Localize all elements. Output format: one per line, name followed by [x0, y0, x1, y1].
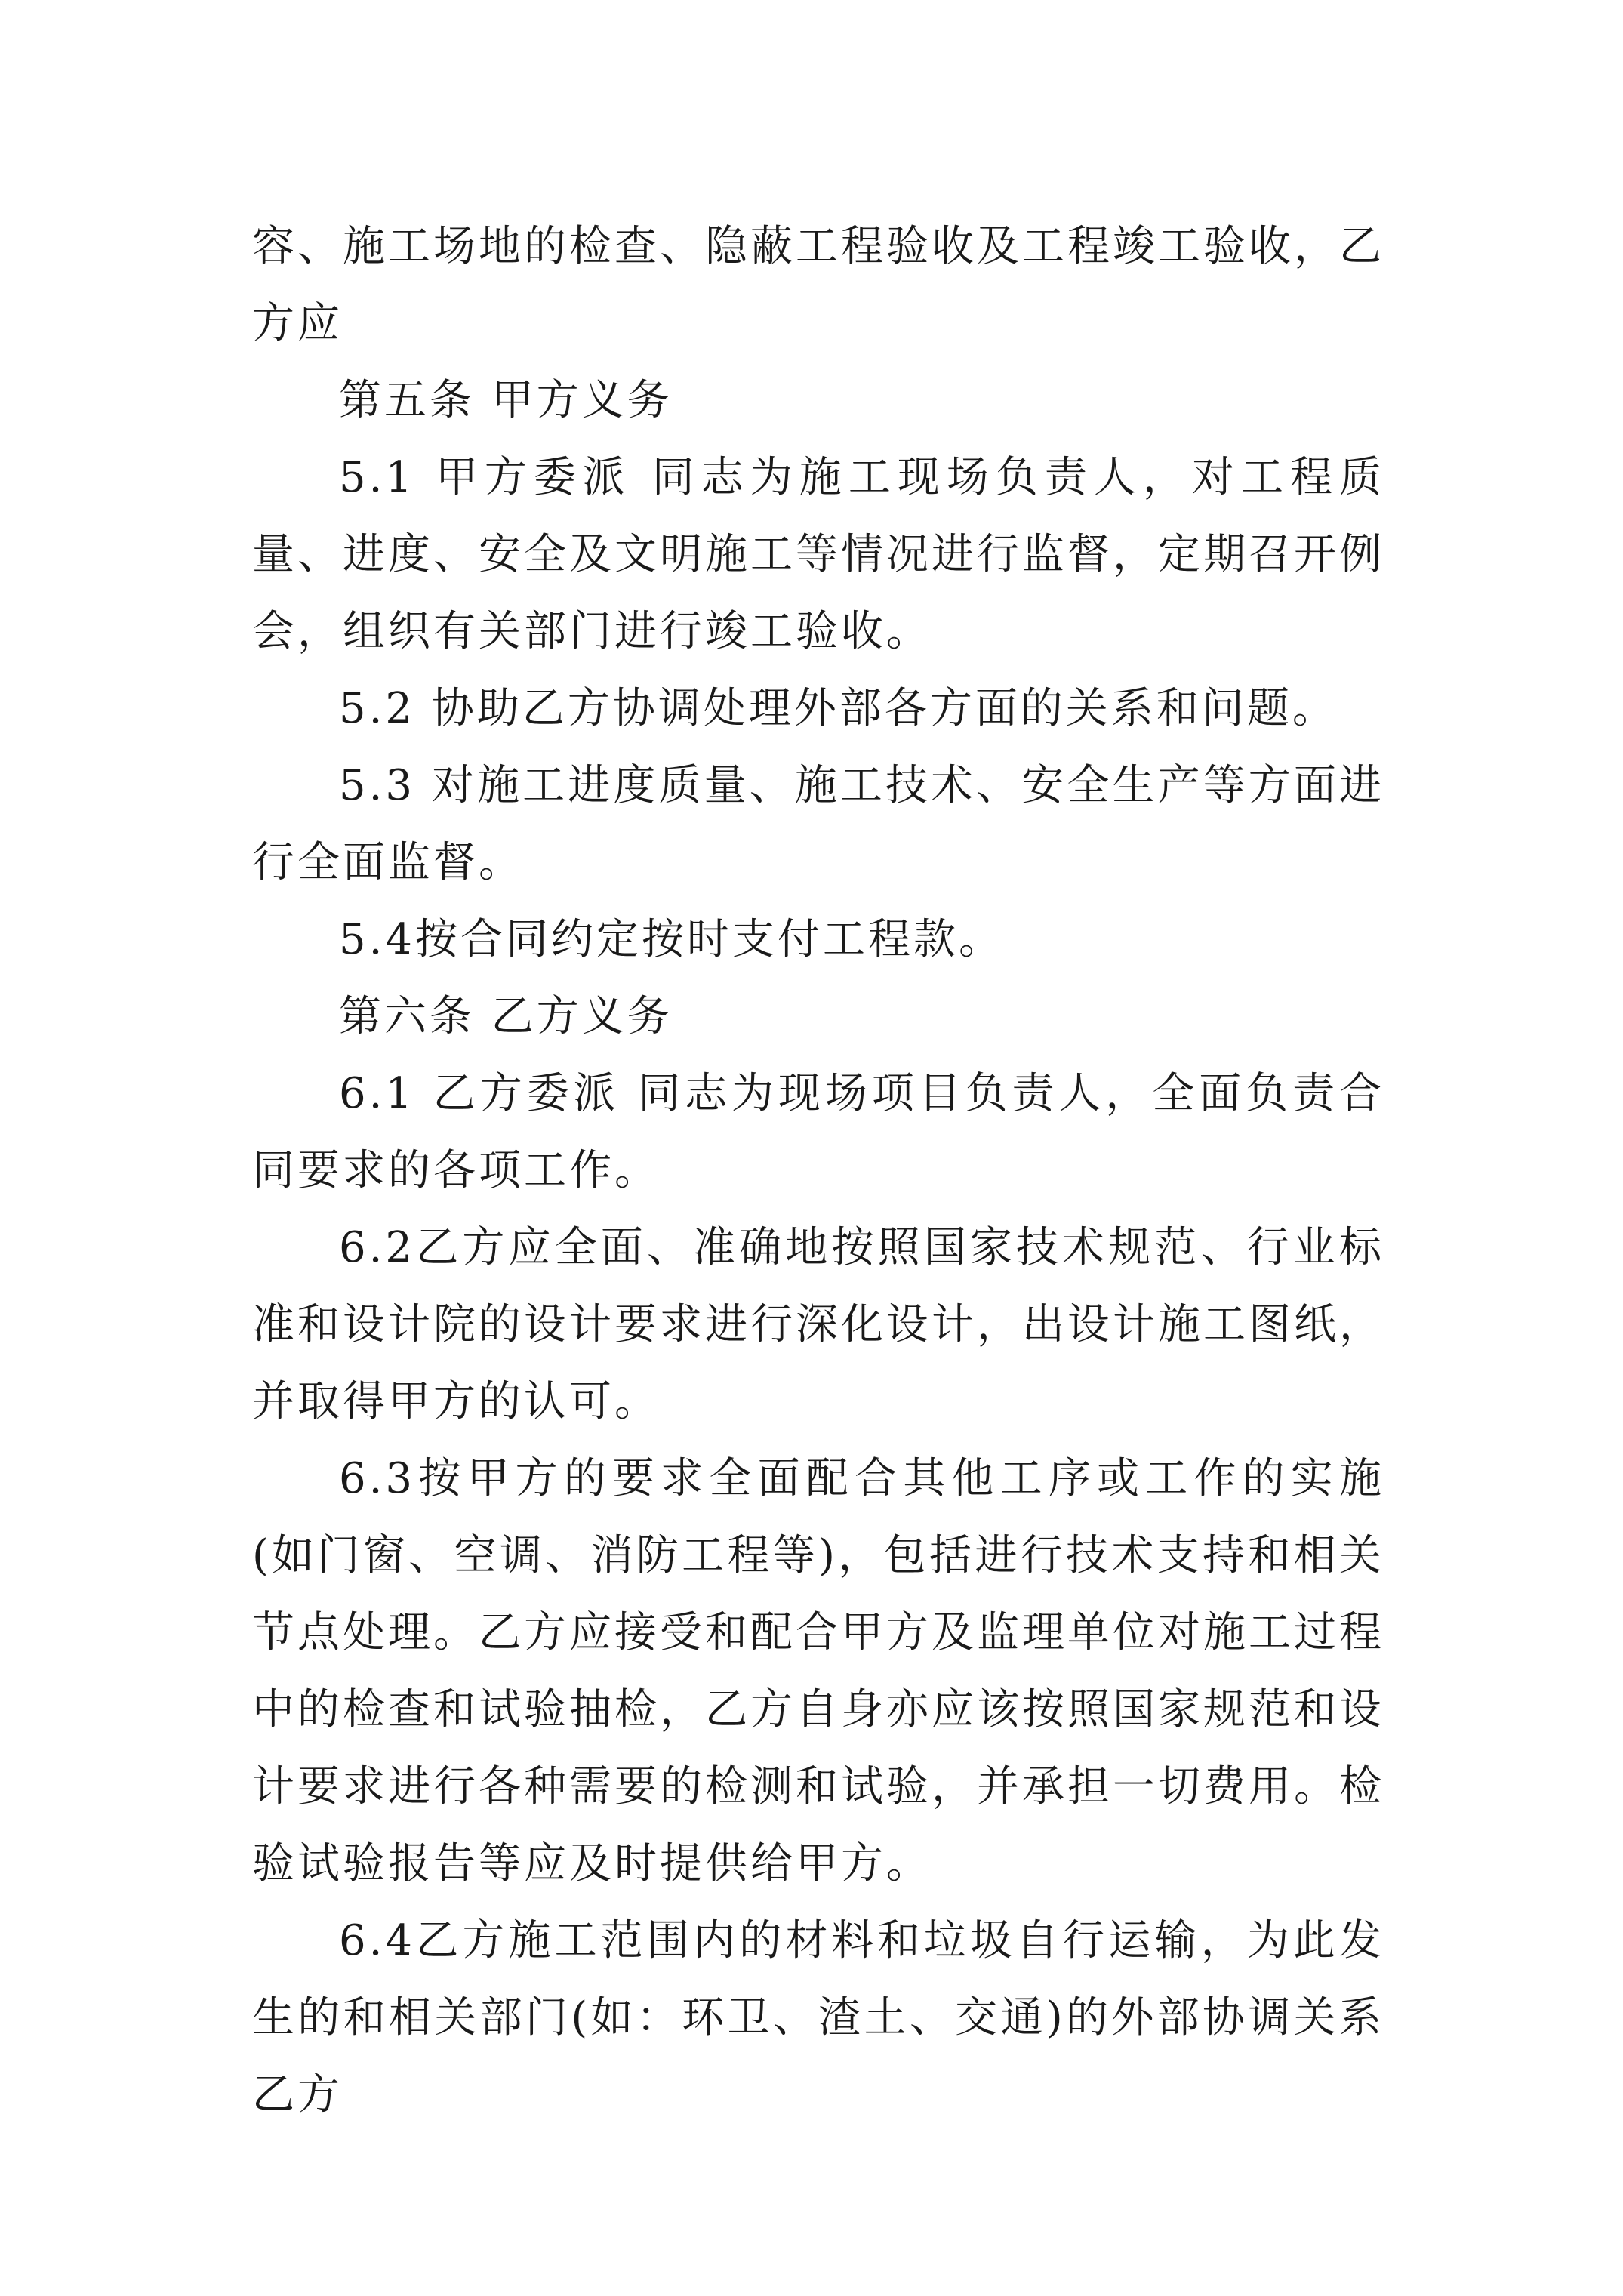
clause-6-3: 6.3按甲方的要求全面配合其他工序或工作的实施(如门窗、空调、消防工程等)，包括进行技术支持和相关节点处理。乙方应接受和配合甲方及监理单位对施工过程中的检查和试验抽检，乙方自身亦应该按照国家规范和设计要求进行各种需要的检测和试验，并承担一切费用。检验试验报告等应及时提供给甲方。 — [252, 1454, 1384, 1888]
article-5-heading: 第五条 甲方义务 — [339, 376, 673, 425]
clause-6-4: 6.4乙方施工范围内的材料和垃圾自行运输，为此发生的和相关部门(如：环卫、渣土、交通)的外部协调关系乙方 — [252, 1916, 1384, 2119]
clause-5-3: 5.3 对施工进度质量、施工技术、安全生产等方面进行全面监督。 — [252, 761, 1384, 887]
paragraph-continued: 容、施工场地的检查、隐蔽工程验收及工程竣工验收，乙方应 — [252, 222, 1384, 348]
clause-5-4: 5.4按合同约定按时支付工程款。 — [339, 915, 1005, 964]
clause-5-1: 5.1 甲方委派 同志为施工现场负责人，对工程质量、进度、安全及文明施工等情况进行监督，定期召开例会，组织有关部门进行竣工验收。 — [252, 453, 1384, 656]
clause-6-1: 6.1 乙方委派 同志为现场项目负责人，全面负责合同要求的各项工作。 — [252, 1069, 1384, 1195]
article-6-heading: 第六条 乙方义务 — [339, 992, 673, 1041]
document-body — [252, 208, 1384, 2134]
clause-5-2: 5.2 协助乙方协调处理外部各方面的关系和问题。 — [339, 684, 1338, 733]
clause-6-2: 6.2乙方应全面、准确地按照国家技术规范、行业标准和设计院的设计要求进行深化设计，出设计施工图纸，并取得甲方的认可。 — [252, 1223, 1384, 1426]
